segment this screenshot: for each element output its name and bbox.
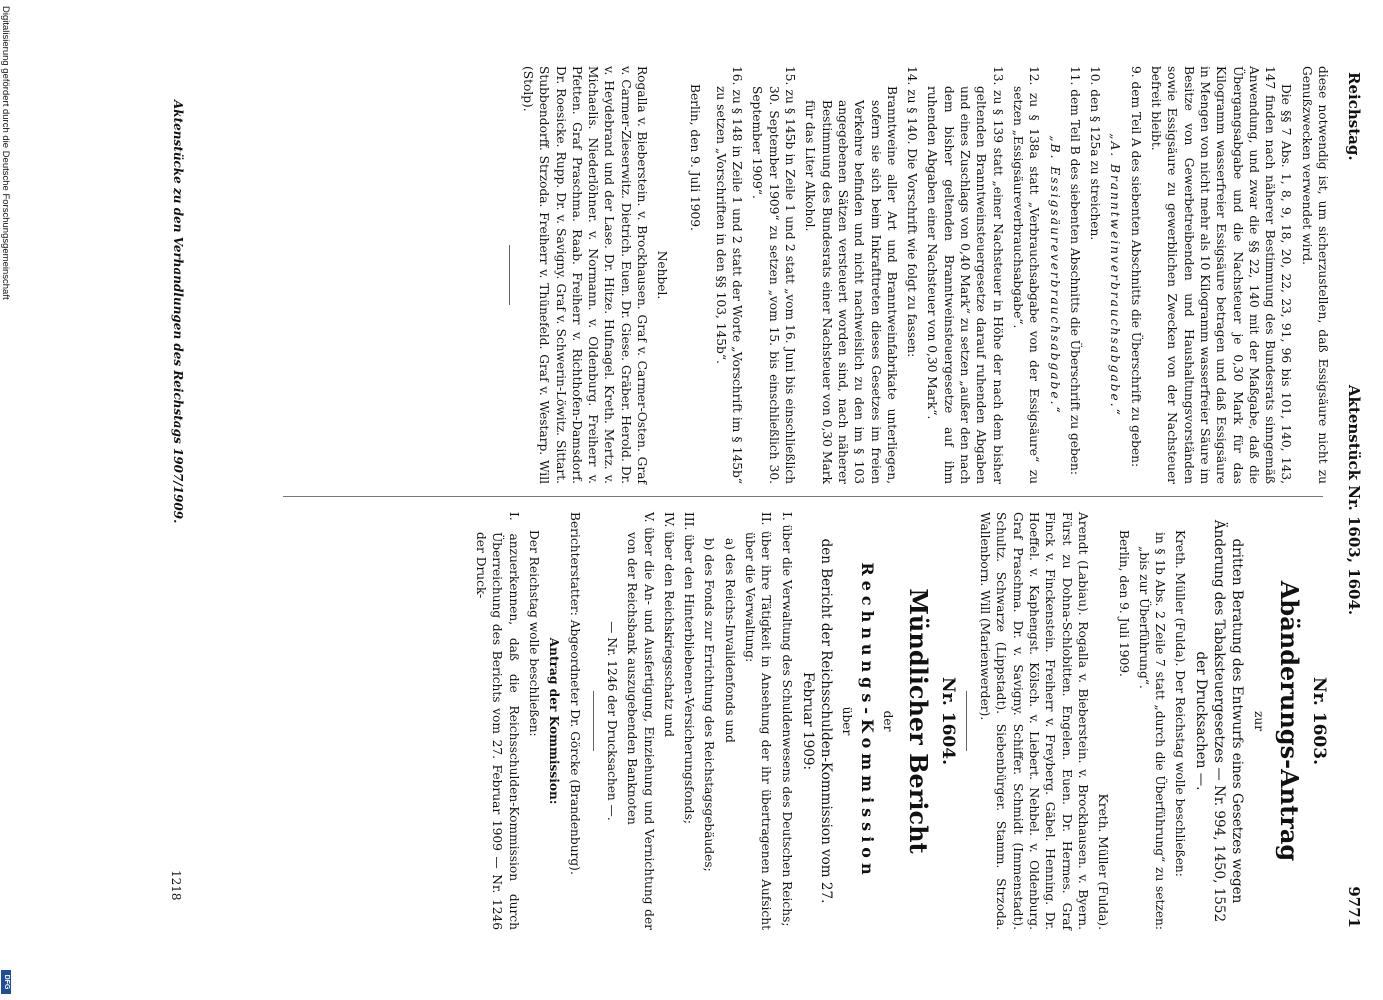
header-page-number: 9771 — [1345, 886, 1363, 928]
item-10: 10. den § 125a zu streichen. — [1088, 66, 1103, 241]
law-paragraph: Die §§ 7 Abs. 1, 8, 9, 18, 20, 22, 23, 91, 96 bis 101, 140, 143, 147 finden nach näherer Bestimmung des Bundesrats sinngemäß Anwendung, und zwar die §§ 22, 140 mit der Maßgabe, daß die Übergangsabgabe und die Nachsteuer je 0,30 Mark für das Kilogramm wasserfreier Essigsäure betragen und daß Essigsäure in Mengen von nicht mehr als 10 Kilogramm wasserfreier Säure im Besitze von Gewerbetreibenden und Haushaltungsvorständen sowie Essigsäure zu gewerblichen Zwecken von der Nachsteuer befreit bleibt. — [1149, 66, 1294, 484]
signer-list: Rogalla v. Bieberstein. v. Brockhausen. Graf v. Carmer-Osten. Graf v. Carmer-Zieserwitz. Dietrich. Euen. Dr. Giese. Gräber. Herold. Dr. v. Heydebrand und der Lase. Dr. Hitze. Hufnagel. Kreth. Mertz. v. Michaelis. Niederlöhner. v. Normann. v. Oldenburg. Freiherr v. Pfetten. Graf Praschma. Raab. Freiherr v. Richthofen-Damsdorf. Dr. Roesicke. Rupp. Dr. v. Savigny. Graf v. Schwerin-Löwitz. Sittart. Stubbendorff. Strzoda. Freiherr v. Thünefeld. Graf v. Westarp. Will (Stolp). — [520, 66, 650, 484]
date-1603: Berlin, den 9. Juli 1909. — [1116, 530, 1131, 677]
item-14: 14. zu § 140. Die Vorschrift wie folgt zu fassen: — [905, 66, 920, 358]
date-line: Berlin, den 9. Juli 1909. — [687, 84, 702, 231]
item-16: 16. zu § 148 in Zeile 1 und 2 statt der Worte „Vorschrift im § 145b“ zu setzen „Vorschriften in den §§ 103, 145b“. — [713, 66, 745, 484]
point-v: V. über die An- und Ausfertigung, Einziehung und Vernichtung der von der Reichsbank auszugebenden Banknoten — [625, 512, 656, 930]
item-11-quote: „B. Essigsäureverbrauchsabgabe.“ — [1047, 135, 1062, 415]
antrag-intro: Der Reichstag wolle beschließen: — [527, 530, 542, 737]
point-ii: II. über ihre Tätigkeit in Ansehung der ihr übertragenen Aufsicht über die Verwaltung: — [743, 512, 774, 930]
item-12: 12. zu § 138a statt „Verbrauchsabgabe von der Essigsäure“ zu setzen „Essigsäureverbrauchsabgabe“. — [1010, 66, 1042, 484]
sig-head-1603: Kreth. Müller (Fulda). — [1096, 793, 1111, 930]
ueber-line: über — [839, 706, 854, 736]
reporter: Berichterstatter: Abgeordneter Dr. Görcke (Brandenburg). — [567, 512, 582, 875]
dfg-credit — [0, 0, 11, 1000]
commission-name: Rechnungs-Kommission — [858, 562, 878, 880]
nr-1603: Nr. 1603. — [1309, 676, 1329, 765]
drucksachen-ref: — Nr. 1246 der Drucksachen —. — [604, 621, 619, 821]
motion-head: Kreth. Müller (Fulda). Der Reichstag wolle beschließen: — [1173, 530, 1188, 877]
header-left: Reichstag. — [1345, 72, 1363, 161]
point-i: I. über die Verwaltung des Schuldenwesens des Deutschen Reichs; — [779, 512, 794, 927]
intro-text: diese notwendig ist, um sicherzustellen, daß Essigsäure nicht zu Genußzwecken verwendet wird. — [1299, 66, 1330, 484]
running-header — [1341, 72, 1363, 928]
column-divider — [283, 496, 1323, 497]
left-column — [499, 66, 1331, 484]
antrag-head: Antrag der Kommission: — [547, 637, 562, 805]
point-ii-b: b) des Fonds zur Errichtung des Reichstagsgebäudes; — [702, 538, 717, 872]
footer-page-number: 1218 — [169, 870, 183, 901]
dfg-logo-icon: DFG — [1, 970, 11, 994]
point-iii: III. über den Hinterbliebenen-Versicherungsfonds; — [682, 512, 697, 824]
item-14-text: Branntweine aller Art und Branntweinfabrikate unterliegen, sofern sie sich beim Inkrafttreten dieses Gesetzes im freien Verkehre befinden und nicht nachweislich zu den im § 103 angegebenen Sätzen versteuert worden sind, nach näherer Bestimmung des Bundesrats einer Nachsteuer von 0,30 Mark für das Liter Alkohol. — [803, 86, 899, 484]
dfg-credit-text: Digitalisierung gefördert durch die Deutsche Forschungsgemeinschaft — [0, 6, 11, 300]
signer-head: Nehbel. — [655, 250, 670, 300]
section-separator — [509, 245, 510, 305]
separator-1604 — [593, 691, 594, 751]
point-iv: IV. über den Reichskriegsschatz und — [661, 512, 676, 738]
subject-1603: dritten Beratung des Entwurfs eines Gesetzes wegen Änderung des Tabaksteuergesetzes — Nr. 994, 1450, 1552 der Drucksachen —. — [1193, 519, 1246, 923]
item-9-quote: „A. Branntweinverbrauchsabgabe.“ — [1108, 133, 1123, 417]
item-15: 15. zu § 145b in Zeile 1 und 2 statt „vom 16. Juni bis einschließlich 30. September 1909“ zu setzen „vom 15. bis einschließlich 30. September 1909“. — [750, 66, 798, 484]
separator-1603 — [966, 691, 967, 751]
right-column — [469, 512, 1331, 930]
footer-note: Aktenstücke zu den Verhandlungen des Reichstags 1907/1909. — [171, 100, 185, 524]
der-line: der — [880, 710, 895, 732]
title-1603: Abänderungs-Antrag — [1274, 580, 1304, 862]
title-1604: Mündlicher Bericht — [903, 588, 933, 854]
header-center: Aktenstück Nr. 1603, 1604. — [1345, 384, 1363, 616]
item-9: 9. dem Teil A des siebenten Abschnitts die Überschrift zu geben: — [1128, 66, 1143, 468]
item-13: 13. zu § 139 statt „einer Nachsteuer in Höhe der nach dem bisher geltenden Branntweinsteuergesetze darauf ruhenden Abgaben und eines Zuschlags von 0,40 Mark“ zu setzen „außer den nach dem bisher geltenden Branntweinsteuergesetze auf ihm ruhenden Abgaben einer Nachsteuer von 0,30 Mark“. — [925, 66, 1005, 484]
report-subject: den Bericht der Reichsschulden-Kommission vom 27. Februar 1909: — [799, 538, 834, 904]
item-11: 11. dem Teil B des siebenten Abschnitts die Überschrift zu geben: — [1067, 66, 1082, 475]
motion-text: in § 1b Abs. 2 Zeile 7 statt „durch die Überführung“ zu setzen: „bis zur Überführung“. — [1136, 532, 1168, 930]
point-ii-a: a) des Reichs-Invalidenfonds und — [722, 538, 737, 743]
antrag-point-i: I. anzuerkennen, daß die Reichsschulden-Kommission durch Überreichung des Berichts vom 27. Februar 1909 — Nr. 1246 der Druck- — [474, 512, 521, 930]
nr-1604: Nr. 1604. — [937, 676, 958, 765]
signers-1603: Arendt (Labiau). Rogalla v. Bieberstein. v. Brockhausen. v. Byern. Fürst zu Dohna-Schlobitten. Engelen. Euen. Dr. Hermes. Graf Finck v. Finckenstein. Freiherr v. Freyberg. Gäbel. Henning. Dr. Hoeffel. v. Kaphengst. Kölsch. v. Liebert. Nehbel. v. Oldenburg. Graf Praschma. Dr. v. Savigny. Schiffer. Schmidt (Immenstadt). Schultz. Schwarze (Lippstadt). Siebenbürger. Stamm. Strzoda. Wallenborn. Will (Marienwerder). — [978, 512, 1090, 930]
zur-line: zur — [1251, 710, 1266, 732]
